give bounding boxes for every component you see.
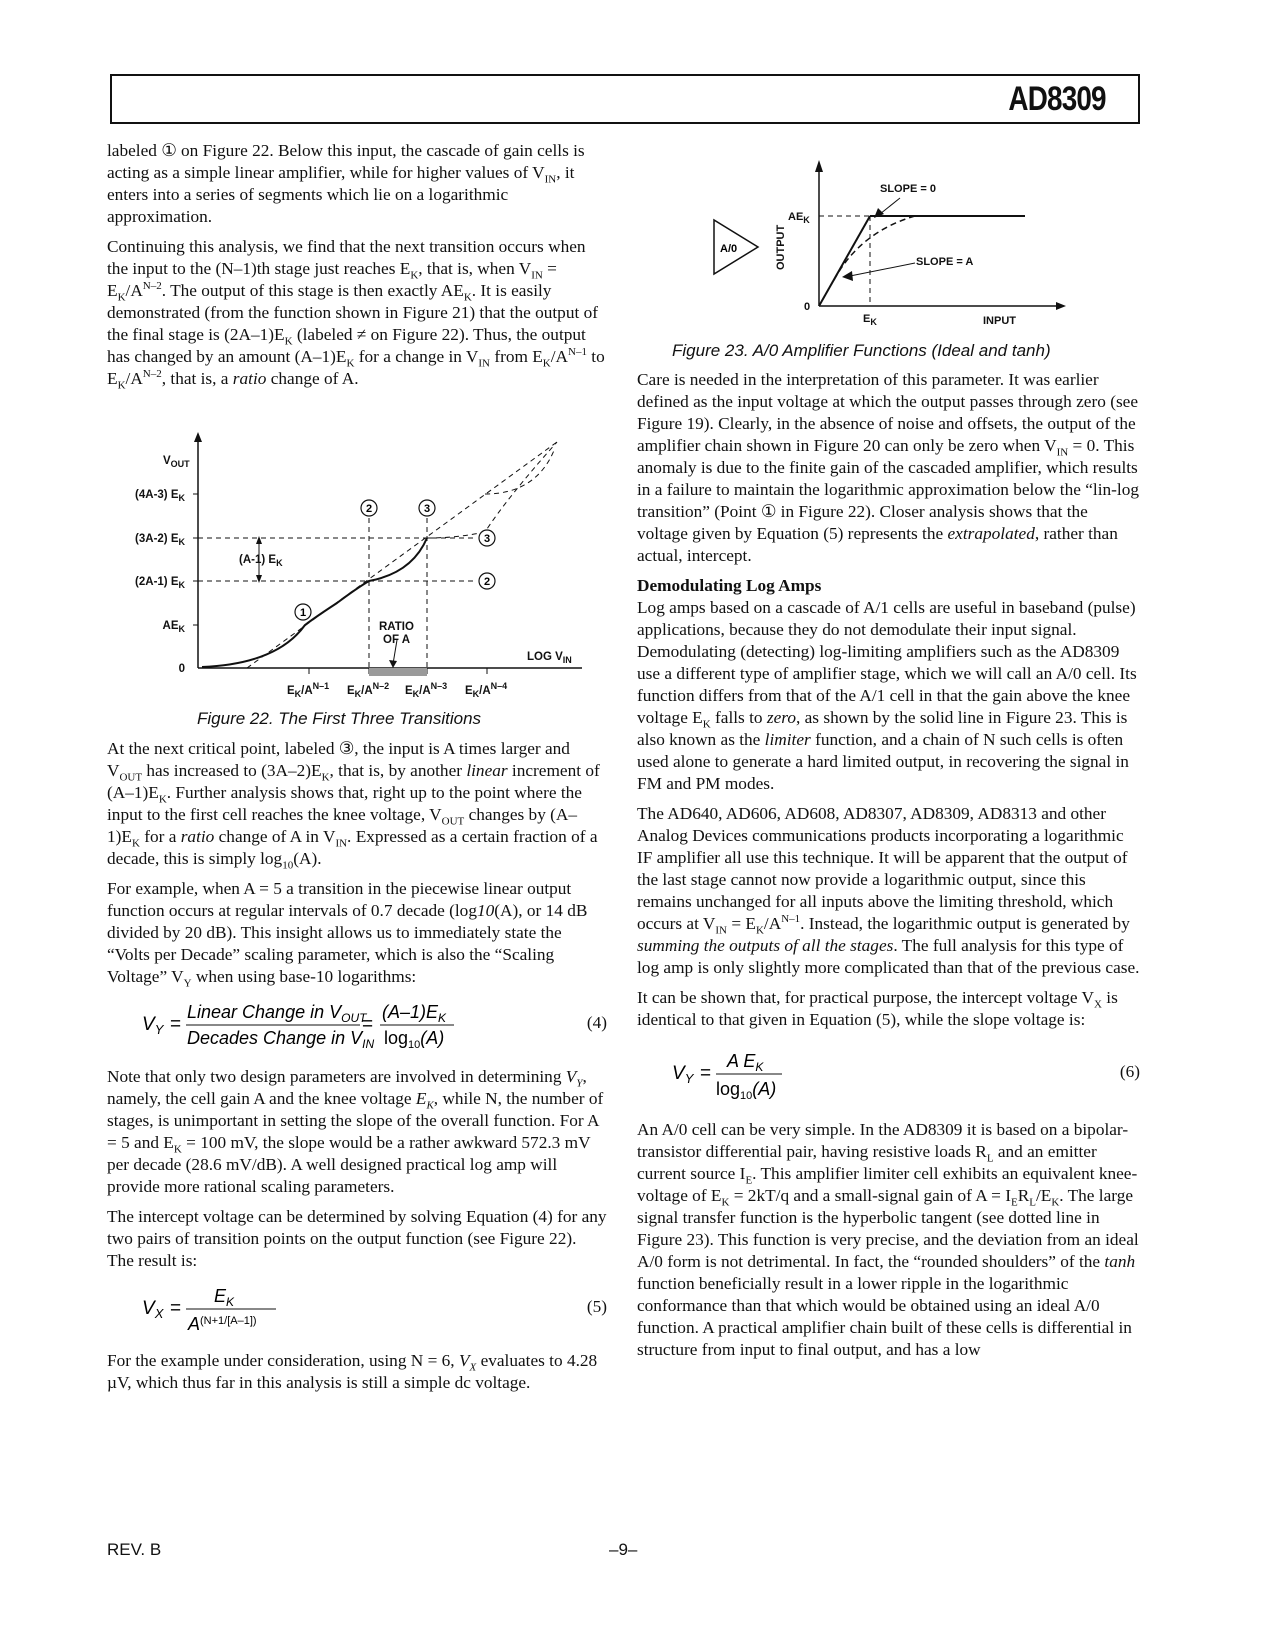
svg-text:0: 0 xyxy=(178,663,185,675)
svg-text:AEK: $AE_K$ xyxy=(788,211,810,225)
svg-text:OUTPUT: OUTPUT xyxy=(775,224,787,270)
svg-text:2: 2 xyxy=(365,503,373,515)
svg-text:EK: $E_K$ xyxy=(863,313,877,327)
footer-page-number: –9– xyxy=(609,1540,638,1559)
equation-4: $V_Y$ = Linear Change in $V_{OUT}$ Decades Change in $V_{IN}$ = $(A-1)E_K$ $\log_{10}(A)$ (4) xyxy=(142,1002,607,1051)
svg-text:SLOPE = A: SLOPE = A xyxy=(916,256,974,268)
svg-text:EK/AN–2: $E_K/A^{N-2}$ xyxy=(347,681,390,699)
svg-text:VY: $V_Y$ xyxy=(142,1014,164,1037)
svg-text:INPUT: INPUT xyxy=(983,315,1016,327)
svg-text:SLOPE = 0: SLOPE = 0 xyxy=(880,183,936,195)
svg-text:(3A-2) EK: (3A-2) $E_K$ xyxy=(135,533,185,547)
left-column-lower xyxy=(107,738,607,1402)
svg-text:2: 2 xyxy=(483,576,491,588)
svg-text:EK/AN–1: $E_K/A^{N-1}$ xyxy=(287,681,330,699)
svg-text:EK/AN–3: $E_K/A^{N-3}$ xyxy=(405,681,448,699)
page-header-title: AD8309 xyxy=(1008,80,1106,118)
paragraph: The intercept voltage can be determined by solving Equation (4) for any two pairs of transition points on the output function (see Figure 22). The result is: xyxy=(107,1207,607,1270)
figure-22-chart xyxy=(107,428,607,708)
svg-text:LOG VIN: LOG $V_{IN}$ xyxy=(527,651,572,665)
figure-23-chart xyxy=(700,152,1120,332)
paragraph: For example, when A = 5 a transition in the piecewise linear output function occurs at regular intervals of 0.7 decade (log10(A), or 14 dB divided by 20 dB). This insight allows us to immediately state the “Volts per Decade” scaling parameter, which is also the “Scaling Voltage” $V_Y$ when using base-10 logarithms: xyxy=(107,879,588,990)
svg-text:VX: $V_X$ xyxy=(142,1298,164,1321)
svg-text:(2A-1) EK: (2A-1) $E_K$ xyxy=(135,576,185,590)
y-axis-label: $V_{OUT}$ xyxy=(163,455,190,469)
figure-23-caption: Figure 23. A/0 Amplifier Functions (Ideal and tanh) xyxy=(672,341,1051,360)
paragraph: An A/0 cell can be very simple. In the AD8309 it is based on a bipolar-transistor differential pair, having resistive loads $R_L$ and an emitter current source $I_E$. This amplifier limiter cell exhibits an equivalent knee-voltage of $E_K = 2kT/q$ and a small-signal gain of $A = I_ER_L/E_K$. The large signal transfer function is the hyperbolic tangent (see dotted line in Figure 23). This function is very precise, and the deviation from an ideal A/0 form is not detrimental. In fact, the “rounded shoulders” of the tanh function beneficially result in a lower ripple in the logarithmic conformance than that which would be obtained using an ideal A/0 function. A practical amplifier chain built of these cells is differential in structure from input to final output, and has a low xyxy=(637,1120,1139,1359)
header-box xyxy=(110,74,1140,124)
right-column xyxy=(637,369,1140,1369)
footer-revision: REV. B xyxy=(107,1540,162,1559)
section-heading: Demodulating Log Amps xyxy=(637,576,822,595)
svg-text:=: = xyxy=(170,1014,182,1035)
left-column xyxy=(107,140,607,398)
svg-text:Decades Change in VIN: Decades Change in $V_{IN}$ xyxy=(187,1028,375,1051)
svg-text:0: 0 xyxy=(804,301,811,313)
svg-text:AEK: $AE_K$ xyxy=(162,620,185,634)
paragraph: For the example under consideration, using N = 6, $V_X$ evaluates to 4.28 µV, which thus far in this analysis is still a simple dc voltage. xyxy=(107,1351,598,1392)
svg-text:RATIO: RATIO xyxy=(379,621,414,633)
svg-text:(A–1)EK: $(A-1)E_K$ xyxy=(382,1002,447,1025)
svg-text:log10(A): $\log_{10}(A)$ xyxy=(716,1079,777,1102)
paragraph: Continuing this analysis, we find that the next transition occurs when the input to the (N–1)th stage just reaches $E_K$, that is, when $V_{IN} = E_K/A^{N-2}$. The output of this stage is then exactly $AE_K$. It is easily demonstrated (from the function shown in Figure 21) that the output of the final stage is $(2A-1)E_K$ (labeled ≠ on Figure 22). Thus, the output has changed by an amount $(A-1)E_K$ for a change in $V_{IN}$ from $E_K/A^{N-1}$ to $E_K/A^{N-2}$, that is, a ratio change of A. xyxy=(107,237,605,392)
svg-text:(4A-3) EK: (4A-3) $E_K$ xyxy=(135,489,185,503)
svg-text:A EK: A $E_K$ xyxy=(727,1051,764,1074)
svg-text:VY: $V_Y$ xyxy=(672,1063,694,1086)
paragraph: It can be shown that, for practical purpose, the intercept voltage $V_X$ is identical to that given in Equation (5), while the slope voltage is: xyxy=(637,988,1118,1029)
svg-text:1: 1 xyxy=(299,607,307,619)
svg-text:=: = xyxy=(170,1298,182,1319)
equation-6: $V_Y$ = A $E_K$ $\log_{10}(A)$ (6) xyxy=(672,1051,1140,1102)
paragraph: At the next critical point, labeled ③, the input is A times larger and $V_{OUT}$ has increased to $(3A-2)E_K$, that is, by another linear increment of $(A-1)E_K$. Further analysis shows that, right up to the point where the input to the first cell reaches the knee voltage, $V_{OUT}$ changes by $(A-1)E_K$ for a ratio change of A in $V_{IN}$. Expressed as a certain fraction of a decade, this is simply $\log_{10}(A)$. xyxy=(107,739,600,872)
paragraph: Note that only two design parameters are involved in determining $V_Y$, namely, the cell gain A and the knee voltage $E_K$, while N, the number of stages, is unimportant in setting the slope of the overall function. For A = 5 and $E_K = 100$ mV, the slope would be a rather awkward 572.3 mV per decade (28.6 mV/dB). A well designed practical log amp will provide more rational scaling parameters. xyxy=(107,1067,604,1196)
svg-text:EK: $E_K$ xyxy=(214,1286,235,1309)
svg-text:3: 3 xyxy=(483,533,491,545)
svg-text:=: = xyxy=(362,1014,374,1035)
svg-text:3: 3 xyxy=(423,503,431,515)
svg-text:A(N+1/[A–1]): $A^{(N+1/[A-1])}$ xyxy=(188,1314,257,1334)
svg-text:log10(A): $\log_{10}(A)$ xyxy=(384,1028,445,1051)
svg-text:EK/AN–4: $E_K/A^{N-4}$ xyxy=(465,681,508,699)
svg-text:A/0: A/0 xyxy=(720,243,738,255)
svg-text:(A-1) EK: (A-1) $E_K$ xyxy=(239,554,283,568)
paragraph: Care is needed in the interpretation of this parameter. It was earlier defined as the input voltage at which the output passes through zero (see Figure 19). Clearly, in the absence of noise and offsets, the output of the amplifier chain shown in Figure 20 can only be zero when $V_{IN} = 0$. This anomaly is due to the finite gain of the cascaded amplifier, which results in a failure to maintain the logarithmic approximation below the “lin-log transition” (Point ① in Figure 22). Closer analysis shows that the voltage given by Equation (5) represents the extrapolated, rather than actual, intercept. xyxy=(637,370,1139,565)
paragraph: The AD640, AD606, AD608, AD8307, AD8309, AD8313 and other Analog Devices communications products incorporating a logarithmic IF amplifier all use this technique. It will be apparent that the output of the last stage cannot now provide a logarithmic output, since this remains unchanged for all inputs above the limiting threshold, which occurs at $V_{IN} = E_K/A^{N-1}$. Instead, the logarithmic output is generated by summing the outputs of all the stages. The full analysis for this type of log amp is only slightly more complicated than that of the previous case. xyxy=(637,804,1140,977)
paragraph: Log amps based on a cascade of A/1 cells are useful in baseband (pulse) applications, because they do not demodulate their input signal. Demodulating (detecting) log-limiting amplifiers such as the AD8309 use a different type of amplifier stage, which we will call an A/0 cell. Its function differs from that of the A/1 cell in that the gain above the knee voltage $E_K$ falls to zero, as shown by the solid line in Figure 23. This is also known as the limiter function, and a chain of N such cells is often used alone to generate a hard limited output, in recovering the signal in FM and PM modes. xyxy=(637,598,1137,793)
paragraph: labeled ① on Figure 22. Below this input, the cascade of gain cells is acting as a simple linear amplifier, while for higher values of $V_{IN}$, it enters into a series of segments which lie on a logarithmic approximation. xyxy=(107,141,585,226)
svg-text:=: = xyxy=(700,1063,712,1084)
svg-text:OF A: OF A xyxy=(383,634,411,646)
svg-text:Linear Change in VOUT: Linear Change in $V_{OUT}$ xyxy=(187,1002,367,1025)
equation-5: $V_X$ = $E_K$ $A^{(N+1/[A-1])}$ (5) xyxy=(142,1286,607,1334)
figure-22-caption: Figure 22. The First Three Transitions xyxy=(197,709,482,728)
